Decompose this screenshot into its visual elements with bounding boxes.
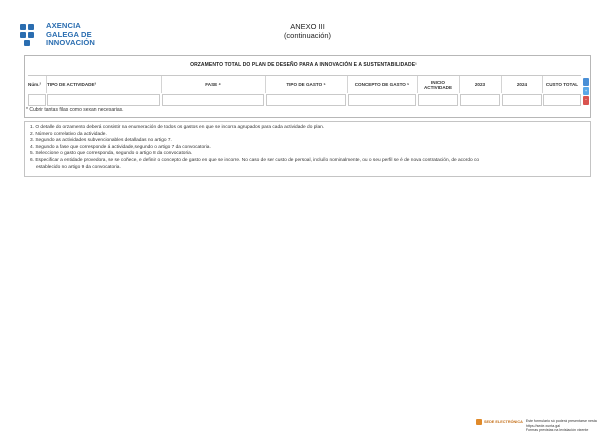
sede-badge	[476, 419, 523, 425]
footer-line: Este formulario só poderá presentarse nesta	[525, 419, 597, 423]
column-divider	[347, 76, 348, 93]
logo-line: GALEGA DE	[46, 29, 92, 39]
column-divider	[46, 76, 47, 93]
footnote: 5. Seleccione o gasto que corresponda, segundo o artigo 8 da convocatoria.	[30, 151, 193, 157]
annex-title: ANEXO III	[290, 22, 325, 31]
footnote: 1. O detalle do orzamento deberá consistir na enumeración de todos os gastos en que se incorra agrupados para cada actividade do plan.	[30, 125, 325, 130]
footnotes-list	[30, 125, 585, 171]
footer-link[interactable]: https://sede.xunta.gal	[525, 423, 560, 428]
footnote: 6. Especificar a entidade provedora, se se coñece, e definir o concepto de gasto en que se incorre. No caso de ser custo de persoal, incluílo nominalmente, ou o seu perfil se é de nova contratación, de acordo co	[30, 157, 480, 163]
add-row-button[interactable]	[583, 87, 589, 95]
remove-icon: −	[584, 97, 588, 102]
amount-2024-field[interactable]	[502, 94, 542, 106]
column-header-2023: 2023	[474, 82, 486, 87]
amount-2023-field[interactable]	[460, 94, 500, 106]
column-header-num: Núm.²	[28, 82, 42, 87]
column-header-start: INICIO ACTIVIDADE	[423, 79, 453, 90]
column-header-expense-concept: CONCEPTO DE GASTO ⁶	[354, 82, 410, 87]
column-header-activity-type: TIPO DE ACTIVIDADE³	[47, 82, 97, 87]
activity-type-field[interactable]	[47, 94, 160, 106]
caption-divider	[28, 75, 581, 76]
footnote: 2. Número correlativo da actividade.	[30, 131, 107, 137]
logo-line: INNOVACIÓN	[46, 38, 95, 47]
logo-line: AXENCIA	[46, 21, 81, 30]
total-cost-field[interactable]	[543, 94, 581, 106]
expense-type-field[interactable]	[266, 94, 346, 106]
add-icon: +	[584, 88, 588, 93]
annex-subtitle: (continuación)	[283, 31, 332, 40]
page-title	[0, 22, 615, 40]
remove-row-button[interactable]	[583, 96, 589, 105]
column-divider	[459, 76, 460, 93]
footer-line: Formas previstas na lexislación vixente	[525, 428, 589, 433]
footnote: 3. Segundo as actividades subvencionables detalladas no artigo 7.	[30, 138, 172, 144]
num-field[interactable]	[28, 94, 46, 106]
column-divider	[542, 76, 543, 93]
column-divider	[265, 76, 266, 93]
column-divider	[161, 76, 162, 93]
footer	[476, 419, 597, 433]
column-divider	[501, 76, 502, 93]
table-caption: ORZAMENTO TOTAL DO PLAN DE DESEÑO PARA A INNOVACIÓN E A SUSTENTABILIDADE¹	[190, 62, 417, 68]
sede-icon	[476, 419, 482, 425]
column-header-phase: FASE ⁴	[205, 82, 221, 87]
column-divider	[417, 76, 418, 93]
scroll-up-button[interactable]	[583, 78, 589, 86]
phase-field[interactable]	[162, 94, 264, 106]
sede-label: SEDE ELECTRÓNICA	[484, 420, 523, 424]
start-field[interactable]	[418, 94, 458, 106]
column-header-expense-type: TIPO DE GASTO ⁵	[286, 82, 326, 87]
footnotes-box	[24, 121, 591, 177]
footnote: establecido no artigo 9 da convocatoria.	[36, 164, 121, 170]
expense-concept-field[interactable]	[348, 94, 416, 106]
footer-info	[526, 419, 597, 433]
column-header-total-cost: CUSTO TOTAL	[545, 82, 579, 87]
footnote: 4. Segundo a fase que corresponde á actividade,segundo o artigo 7 da convocatoria.	[30, 144, 211, 150]
fill-rows-note: * Cubrir tantas filas como sexan necesarias.	[26, 107, 124, 113]
column-header-2024: 2024	[516, 82, 528, 87]
